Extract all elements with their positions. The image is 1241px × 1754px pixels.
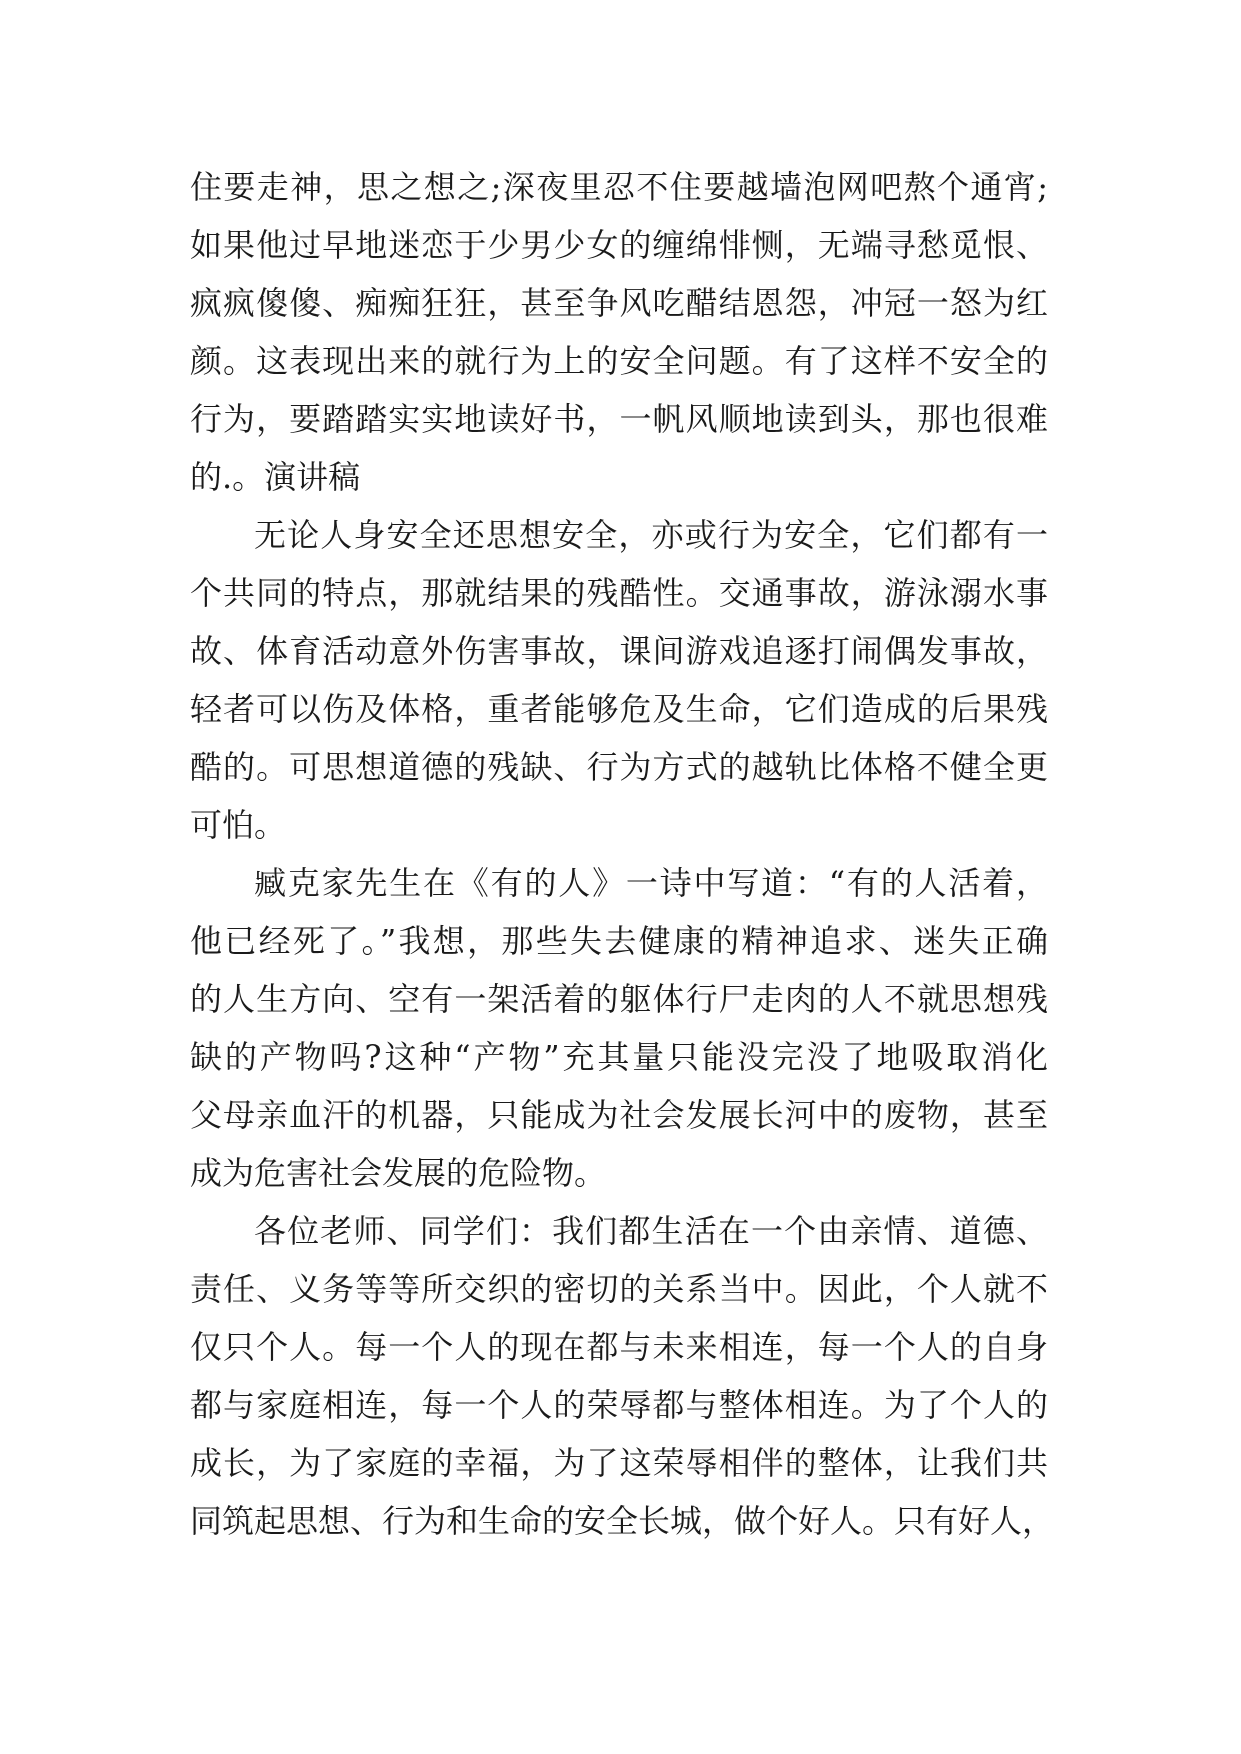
text-line: 责任、义务等等所交织的密切的关系当中。因此，个人就不 [190,1270,1048,1308]
text-line: 的人生方向、空有一架活着的躯体行尸走肉的人不就思想残 [190,980,1048,1018]
text-line: 如果他过早地迷恋于少男少女的缠绵悱恻，无端寻愁觅恨、 [190,226,1048,264]
text-line: 住要走神，思之想之;深夜里忍不住要越墙泡网吧熬个通宵; [190,168,1048,206]
text-line: 酷的。可思想道德的残缺、行为方式的越轨比体格不健全更 [190,748,1048,786]
text-line: 父母亲血汗的机器，只能成为社会发展长河中的废物，甚至 [190,1096,1048,1134]
text-line: 都与家庭相连，每一个人的荣辱都与整体相连。为了个人的 [190,1386,1048,1424]
text-line: 颜。这表现出来的就行为上的安全问题。有了这样不安全的 [190,342,1048,380]
text-line: 行为，要踏踏实实地读好书，一帆风顺地读到头，那也很难 [190,400,1048,438]
text-line: 成长，为了家庭的幸福，为了这荣辱相伴的整体，让我们共 [190,1444,1048,1482]
text-line: 个共同的特点，那就结果的残酷性。交通事故，游泳溺水事 [190,574,1048,612]
text-line: 臧克家先生在《有的人》一诗中写道：“有的人活着， [254,864,1048,902]
text-line: 轻者可以伤及体格，重者能够危及生命，它们造成的后果残 [190,690,1048,728]
text-line: 同筑起思想、行为和生命的安全长城，做个好人。只有好人， [190,1502,1055,1540]
text-line: 故、体育活动意外伤害事故，课间游戏追逐打闹偶发事故， [190,632,1048,670]
text-line: 疯疯傻傻、痴痴狂狂，甚至争风吃醋结恩怨，冲冠一怒为红 [190,284,1048,322]
text-line: 的.。演讲稿 [190,458,361,496]
text-line: 各位老师、同学们：我们都生活在一个由亲情、道德、 [254,1212,1048,1250]
body-text [190,158,1055,1550]
text-line: 无论人身安全还思想安全，亦或行为安全，它们都有一 [254,516,1048,554]
text-line: 他已经死了。”我想，那些失去健康的精神追求、迷失正确 [190,922,1048,960]
text-line: 缺的产物吗?这种“产物”充其量只能没完没了地吸取消化 [190,1038,1048,1076]
text-line: 仅只个人。每一个人的现在都与未来相连，每一个人的自身 [190,1328,1048,1366]
text-line: 可怕。 [190,806,287,844]
text-line: 成为危害社会发展的危险物。 [190,1154,607,1192]
